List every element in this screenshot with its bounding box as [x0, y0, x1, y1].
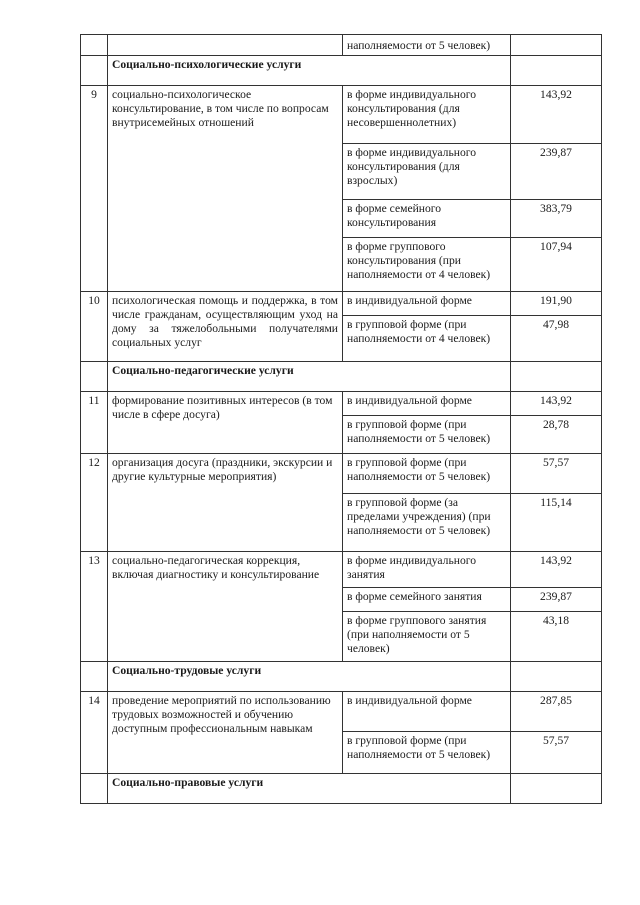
service-number: 10: [81, 292, 108, 362]
service-form: в групповой форме (при наполняемости от 5 человек): [343, 416, 511, 454]
table-row: [81, 454, 602, 494]
section-title: Социально-психологические услуги: [108, 56, 511, 86]
price-cell: [511, 362, 602, 392]
service-number: 12: [81, 454, 108, 552]
service-price: 287,85: [511, 692, 602, 732]
tariff-table: [80, 34, 602, 804]
service-price: 191,90: [511, 292, 602, 316]
service-form: в форме индивидуального консультирования (для несовершеннолетних): [343, 86, 511, 144]
table-row: [81, 292, 602, 316]
section-title: Социально-правовые услуги: [108, 774, 511, 804]
section-header-row: [81, 774, 602, 804]
service-price: 57,57: [511, 732, 602, 774]
service-price: 115,14: [511, 494, 602, 552]
service-price: 143,92: [511, 552, 602, 588]
service-number: 14: [81, 692, 108, 774]
service-price: 239,87: [511, 144, 602, 200]
service-number: 9: [81, 86, 108, 292]
service-form: в групповой форме (при наполняемости от 5 человек): [343, 454, 511, 494]
price-cell: [511, 56, 602, 86]
service-price: 239,87: [511, 588, 602, 612]
service-name: социально-педагогическая коррекция, включая диагностику и консультирование: [108, 552, 343, 662]
price-cell: [511, 774, 602, 804]
service-form: в форме индивидуального консультирования (для взрослых): [343, 144, 511, 200]
service-form: в индивидуальной форме: [343, 692, 511, 732]
price-cell: [511, 662, 602, 692]
service-number: 13: [81, 552, 108, 662]
name-cell: [108, 35, 343, 56]
service-form: в групповой форме (при наполняемости от 4 человек): [343, 316, 511, 362]
service-name: формирование позитивных интересов (в том числе в сфере досуга): [108, 392, 343, 454]
num-cell: [81, 774, 108, 804]
section-title: Социально-педагогические услуги: [108, 362, 511, 392]
service-price: 107,94: [511, 238, 602, 292]
form-cell: наполняемости от 5 человек): [343, 35, 511, 56]
num-cell: [81, 56, 108, 86]
service-price: 57,57: [511, 454, 602, 494]
service-form: в форме семейного консультирования: [343, 200, 511, 238]
service-form: в групповой форме (за пределами учреждения) (при наполняемости от 5 человек): [343, 494, 511, 552]
service-name: организация досуга (праздники, экскурсии и другие культурные мероприятия): [108, 454, 343, 552]
service-name: психологическая помощь и поддержка, в том числе гражданам, осуществляющим уход на дому за тяжелобольными получателями социальных услуг: [108, 292, 343, 362]
service-price: 43,18: [511, 612, 602, 662]
service-form: в индивидуальной форме: [343, 292, 511, 316]
service-form: в групповой форме (при наполняемости от 5 человек): [343, 732, 511, 774]
service-form: в форме семейного занятия: [343, 588, 511, 612]
service-form: в форме группового занятия (при наполняемости от 5 человек): [343, 612, 511, 662]
price-cell: [511, 35, 602, 56]
num-cell: [81, 35, 108, 56]
section-header-row: [81, 662, 602, 692]
service-number: 11: [81, 392, 108, 454]
table-row: [81, 392, 602, 416]
table-row: [81, 692, 602, 732]
num-cell: [81, 362, 108, 392]
service-name: социально-психологическое консультирование, в том числе по вопросам внутрисемейных отношений: [108, 86, 343, 292]
service-price: 28,78: [511, 416, 602, 454]
table-row: [81, 35, 602, 56]
section-header-row: [81, 362, 602, 392]
service-price: 143,92: [511, 392, 602, 416]
table-row: [81, 86, 602, 144]
service-price: 47,98: [511, 316, 602, 362]
service-price: 383,79: [511, 200, 602, 238]
service-price: 143,92: [511, 86, 602, 144]
service-name: проведение мероприятий по использованию трудовых возможностей и обучению доступным профессиональным навыкам: [108, 692, 343, 774]
section-header-row: [81, 56, 602, 86]
service-form: в индивидуальной форме: [343, 392, 511, 416]
service-form: в форме индивидуального занятия: [343, 552, 511, 588]
section-title: Социально-трудовые услуги: [108, 662, 511, 692]
num-cell: [81, 662, 108, 692]
service-form: в форме группового консультирования (при наполняемости от 4 человек): [343, 238, 511, 292]
table-row: [81, 552, 602, 588]
